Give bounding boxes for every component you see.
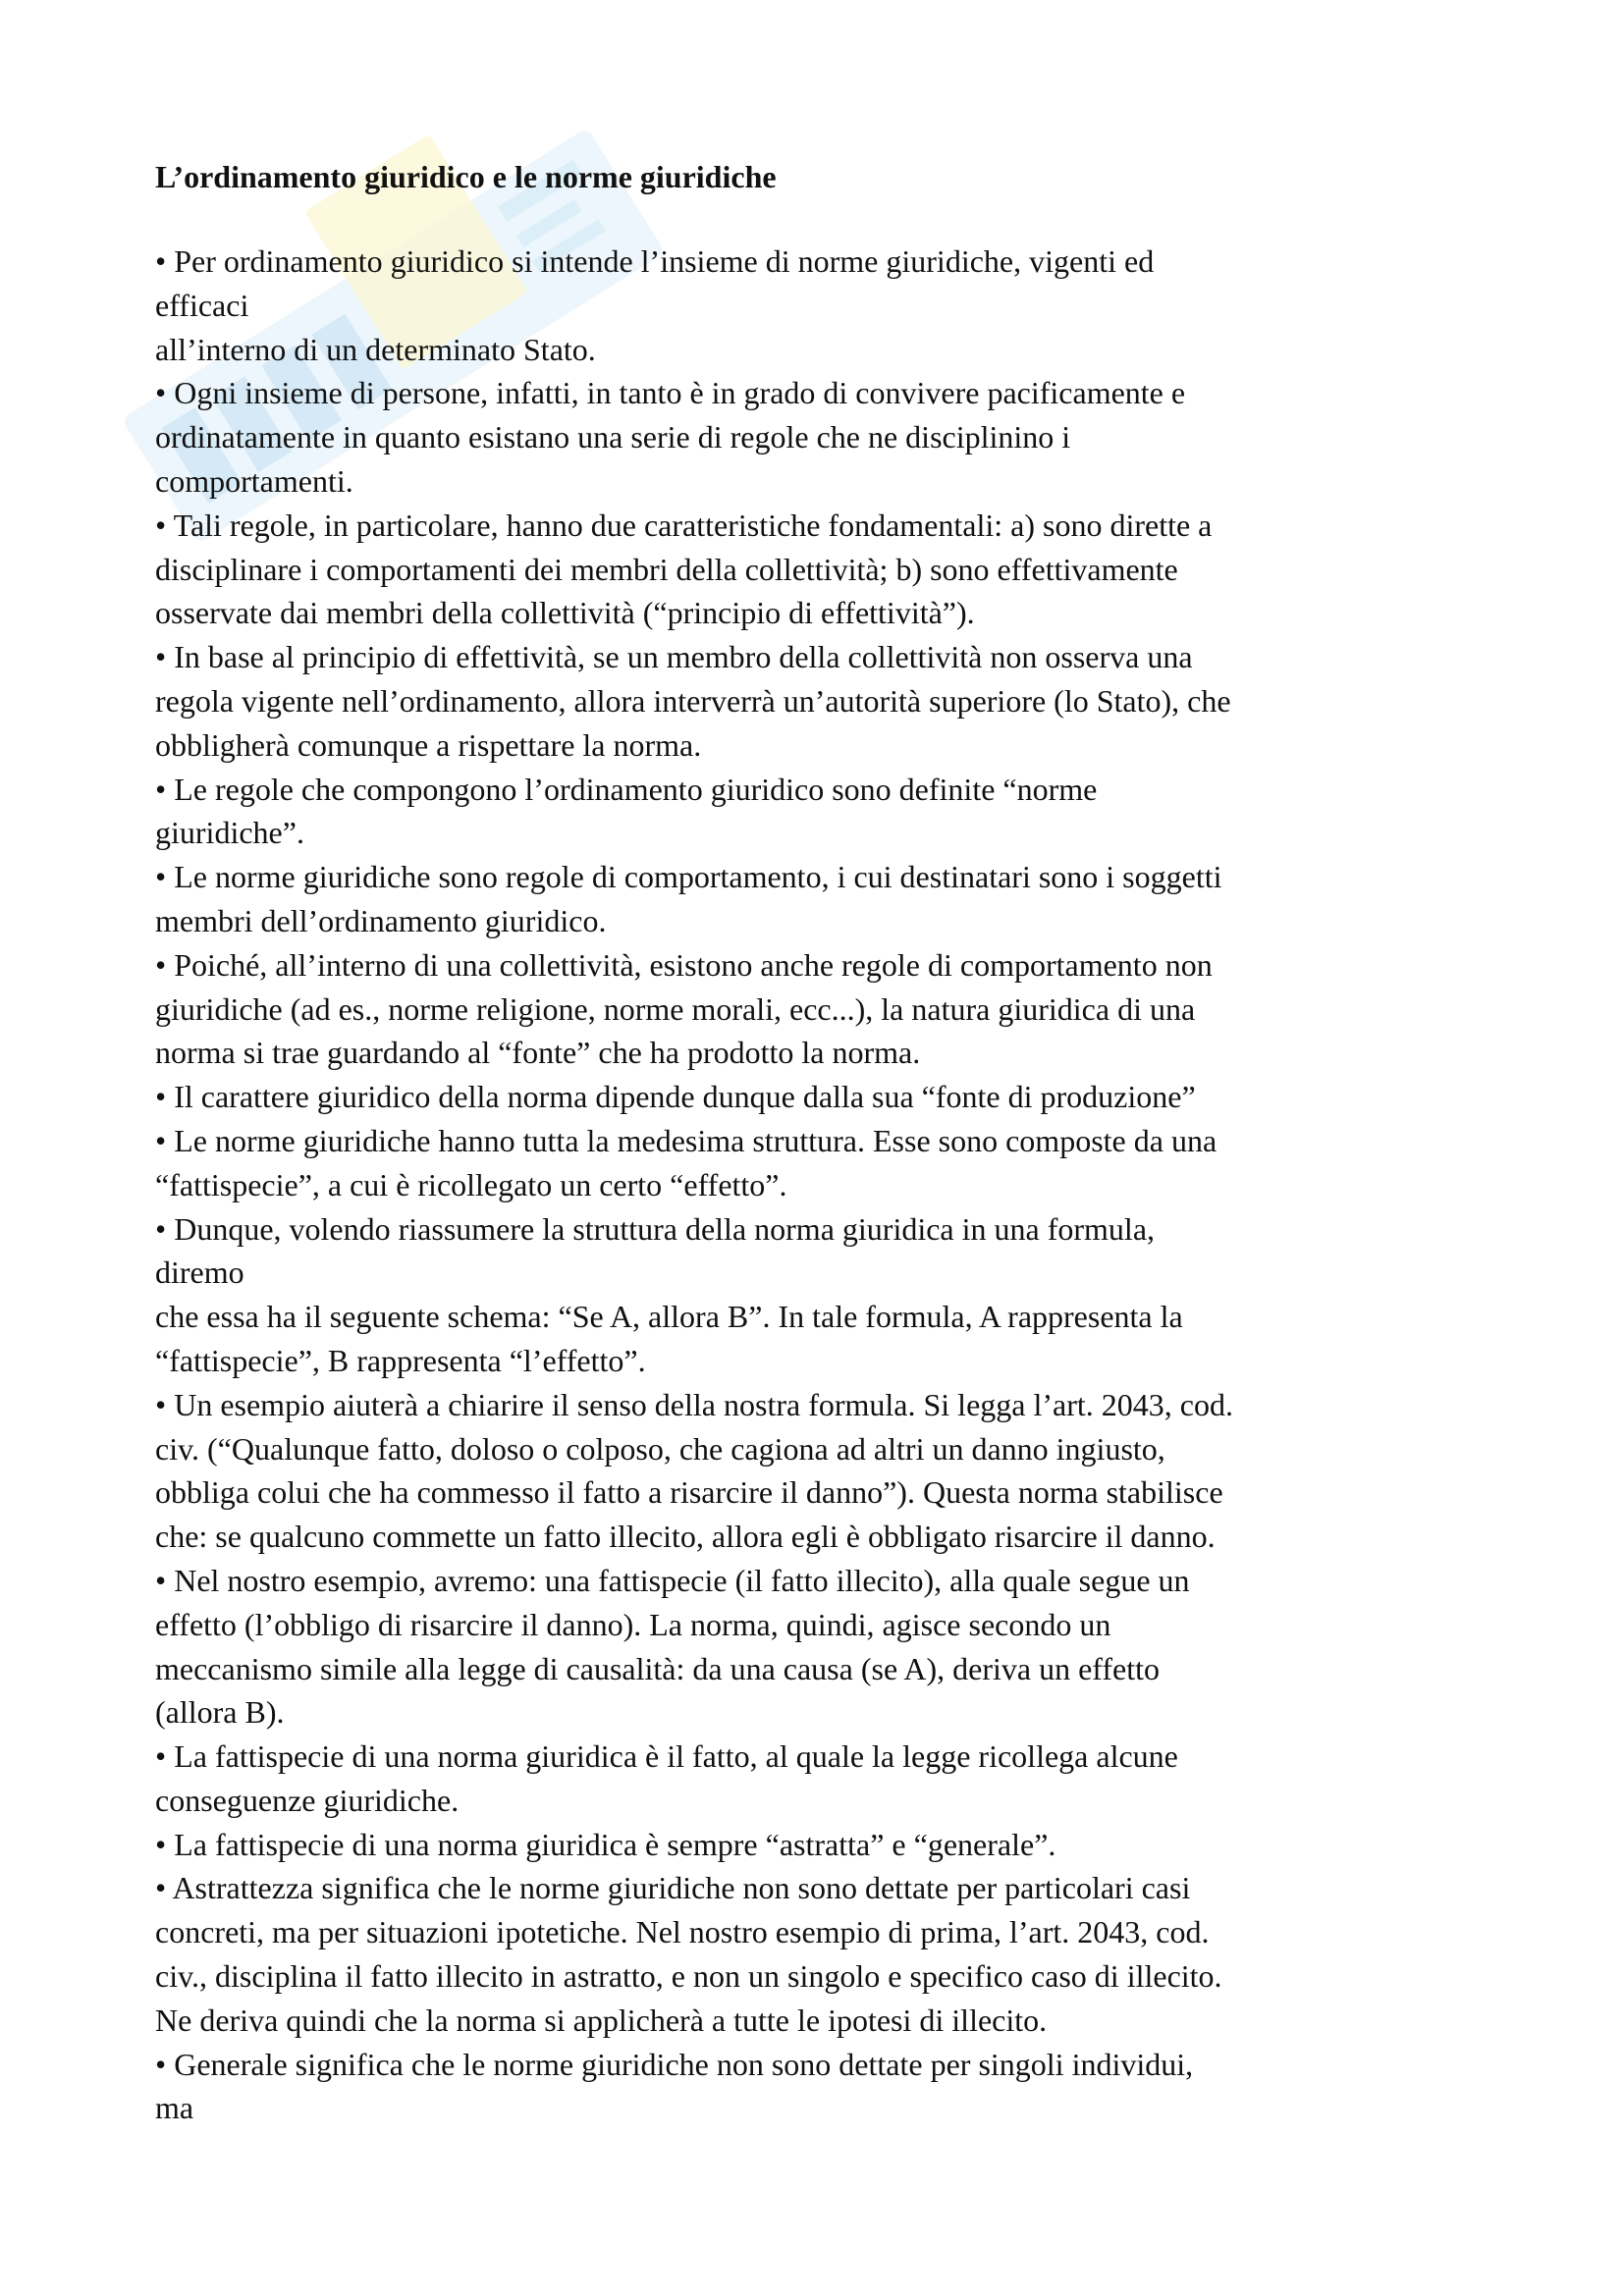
document-body [155,240,1471,2130]
paragraph-6: • Le norme giuridiche sono regole di comportamento, i cui destinatari sono i soggetti membri dell’ordinamento giuridico. [155,859,1222,938]
paragraph-5: • Le regole che compongono l’ordinamento giuridico sono definite “norme giuridiche”. [155,771,1098,851]
paragraph-15: • Astrattezza significa che le norme giuridiche non sono dettate per particolari casi concreti, ma per situazioni ipotetiche. Nel nostro esempio di prima, l’art. 2043, cod. civ., disciplina il fatto illecito in astratto, e non un singolo e specifico caso di illecito. Ne deriva quindi che la norma si applicherà a tutte le ipotesi di illecito. [155,1870,1222,2038]
paragraph-16: • Generale significa che le norme giuridiche non sono dettate per singoli individui, ma [155,2046,1194,2126]
paragraph-3: • Tali regole, in particolare, hanno due caratteristiche fondamentali: a) sono dirette a disciplinare i comportamenti dei membri della collettività; b) sono effettivamente osservate dai membri della collettività (“principio di effettività”). [155,507,1213,631]
paragraph-2: • Ogni insieme di persone, infatti, in tanto è in grado di convivere pacificamente e ordinatamente in quanto esistano una serie di regole che ne disciplinino i comportamenti. [155,375,1186,499]
document-title: L’ordinamento giuridico e le norme giuridiche [155,159,777,194]
paragraph-7: • Poiché, all’interno di una collettività, esistono anche regole di comportamento non giuridiche (ad es., norme religione, norme morali, ecc...), la natura giuridica di una norma si trae guardando al “fonte” che ha prodotto la norma. [155,946,1213,1071]
paragraph-14: • La fattispecie di una norma giuridica è sempre “astratta” e “generale”. [155,1826,1056,1862]
paragraph-8: • Il carattere giuridico della norma dipende dunque dalla sua “fonte di produzione” [155,1079,1196,1115]
paragraph-10: • Dunque, volendo riassumere la struttura della norma giuridica in una formula, diremo che essa ha il seguente schema: “Se A, allora B”. In tale formula, A rappresenta la “fattispecie”, B rappresenta “l’effetto”. [155,1210,1183,1378]
paragraph-13: • La fattispecie di una norma giuridica è il fatto, al quale la legge ricollega alcune conseguenze giuridiche. [155,1738,1178,1818]
paragraph-11: • Un esempio aiuterà a chiarire il senso della nostra formula. Si legga l’art. 2043, cod. civ. (“Qualunque fatto, doloso o colposo, che cagiona ad altri un danno ingiusto, obbliga colui che ha commesso il fatto a risarcire il danno”). Questa norma stabilisce che: se qualcuno commette un fatto illecito, allora egli è obbligato risarcire il danno. [155,1386,1233,1555]
paragraph-9: • Le norme giuridiche hanno tutta la medesima struttura. Esse sono composte da una “fattispecie”, a cui è ricollegato un certo “effetto”. [155,1122,1217,1202]
paragraph-4: • In base al principio di effettività, se un membro della collettività non osserva una regola vigente nell’ordinamento, allora interverrà un’autorità superiore (lo Stato), che obbligherà comunque a rispettare la norma. [155,639,1231,763]
paragraph-1: • Per ordinamento giuridico si intende l’insieme di norme giuridiche, vigenti ed efficaci all’interno di un determinato Stato. [155,243,1155,367]
document-content [155,155,1471,2130]
paragraph-12: • Nel nostro esempio, avremo: una fattispecie (il fatto illecito), alla quale segue un effetto (l’obbligo di risarcire il danno). La norma, quindi, agisce secondo un meccanismo simile alla legge di causalità: da una causa (se A), deriva un effetto (allora B). [155,1562,1190,1731]
